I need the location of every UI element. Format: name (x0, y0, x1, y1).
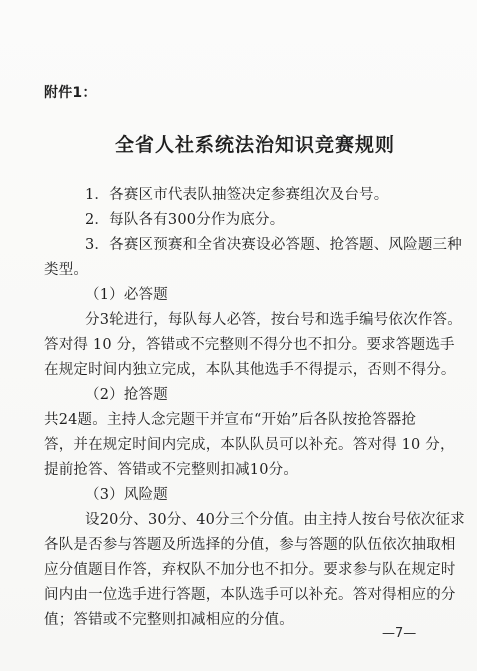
section-3-line-2: 各队是否参与答题及所选择的分值，参与答题的队伍依次抽取相 (44, 537, 456, 553)
rule-2: 2．每队各有300分作为底分。 (85, 212, 285, 228)
page-number: —7— (382, 626, 417, 641)
section-2-line-1: 共24题。主持人念完题干并宣布“开始”后各队按抢答器抢 (44, 412, 417, 428)
rule-3-line-1: 3．各赛区预赛和全省决赛设必答题、抢答题、风险题三种 (85, 237, 462, 253)
section-2-line-3: 提前抢答、答错或不完整则扣减10分。 (44, 462, 299, 478)
section-3-heading: （3）风险题 (85, 487, 168, 503)
section-1-line-2: 答对得 10 分，答错或不完整则不得分也不扣分。要求答题选手 (44, 337, 455, 353)
section-2-heading: （2）抢答题 (85, 387, 168, 403)
section-3-line-3: 应分值题目作答，弃权队不加分也不扣分。要求参与队在规定时 (44, 562, 456, 578)
document-title: 全省人社系统法治知识竞赛规则 (115, 134, 396, 156)
section-1-line-3: 在规定时间内独立完成，本队其他选手不得提示，否则不得分。 (44, 362, 456, 378)
section-1-line-1: 分3轮进行，每队每人必答，按台号和选手编号依次作答。 (85, 312, 462, 328)
annex-label: 附件1： (44, 85, 97, 101)
section-3-line-4: 间内由一位选手进行答题，本队选手可以补充。答对得相应的分 (44, 587, 456, 603)
section-3-line-1: 设20分、30分、40分三个分值。由主持人按台号依次征求 (85, 512, 465, 528)
section-1-heading: （1）必答题 (85, 287, 168, 303)
rule-1: 1．各赛区市代表队抽签决定参赛组次及台号。 (85, 187, 389, 203)
section-3-line-5: 值；答错或不完整则扣减相应的分值。 (44, 612, 294, 628)
rule-3-line-2: 类型。 (44, 262, 89, 278)
section-2-line-2: 答，并在规定时间内完成，本队队员可以补充。答对得 10 分， (44, 437, 455, 453)
